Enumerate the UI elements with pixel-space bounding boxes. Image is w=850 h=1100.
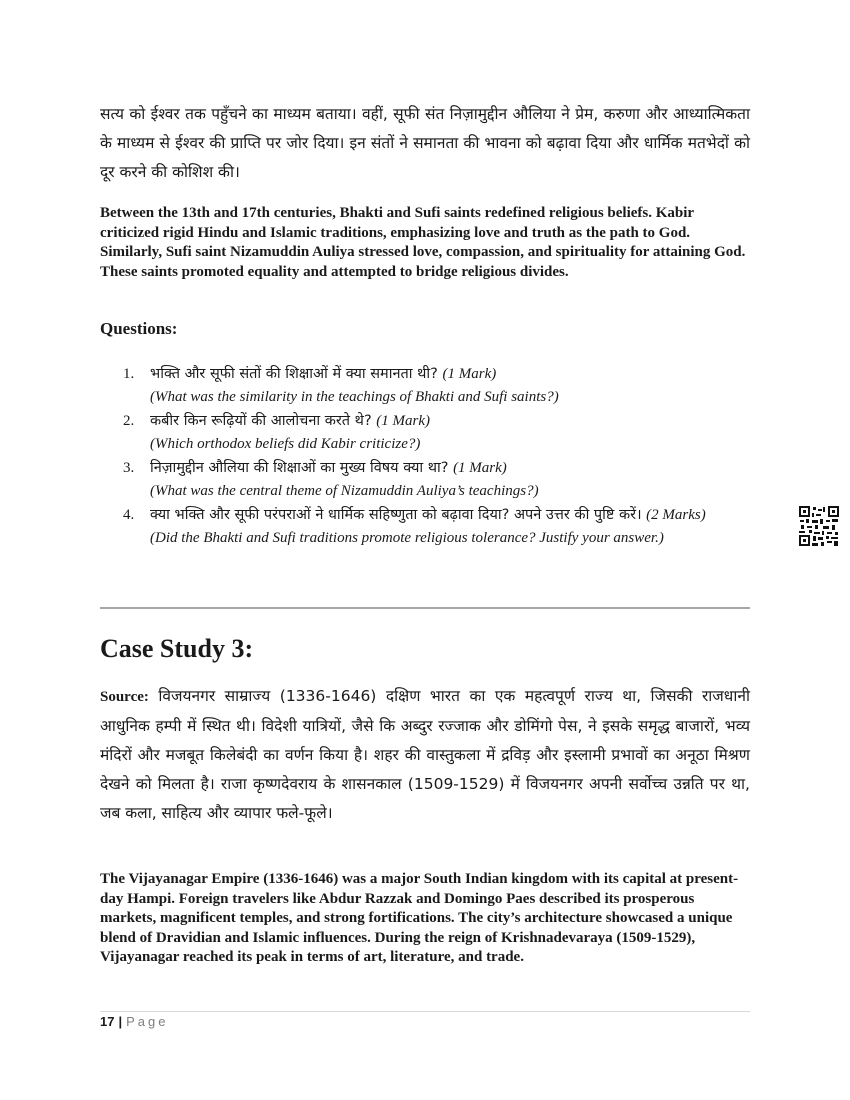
question-hindi-text: निज़ामुद्दीन औलिया की शिक्षाओं का मुख्य विषय क्या था? [150, 460, 449, 476]
question-marks: (1 Mark) [376, 413, 430, 429]
question-item [123, 409, 753, 455]
question-marks: (2 Marks) [646, 507, 706, 523]
question-marks: (1 Mark) [442, 366, 497, 382]
case-study-english-paragraph: The Vijayanagar Empire (1336-1646) was a major South Indian kingdom with its capital at present-day Hampi. Foreign travelers like Abdur Razzak and Domingo Paes described its prosperous markets, magnificent temples, and strong fortifications. The city’s architecture showcased a unique blend of Dravidian and Islamic influences. During the reign of Krishnadevaraya (1509-1529), Vijayanagar reached its peak in terms of art, literature, and trade. [100, 871, 739, 965]
page-number: 17 [100, 1014, 115, 1029]
question-number: 4. [123, 507, 135, 523]
case-study-title: Case Study 3: [100, 634, 254, 663]
source-hindi-text: विजयनगर साम्राज्य (1336-1646) दक्षिण भारत का एक महत्वपूर्ण राज्य था, जिसकी राजधानी आधुनिक हम्पी में स्थित थी। विदेशी यात्रियों, जैसे कि अब्दुर रज्जाक और डोमिंगो पेस, ने इसके समृद्ध बाजारों, भव्य मंदिरों और मजबूत किलेबंदी का वर्णन किया है। शहर की वास्तुकला में द्रविड़ और इस्लामी प्रभावों का अनूठा मिश्रण देखने को मिलता है। राजा कृष्णदेवराय के शासनकाल (1509-1529) में विजयनगर अपनी सर्वोच्च उन्नति पर था, जब कला, साहित्य और व्यापार फले-फूले। [100, 687, 750, 822]
question-hindi [150, 456, 753, 480]
question-english: (Did the Bhakti and Sufi traditions promote religious tolerance? Justify your answer.) [150, 530, 664, 546]
footer-divider [100, 1011, 750, 1012]
question-hindi-text: कबीर किन रूढ़ियों की आलोचना करते थे? [150, 413, 372, 429]
intro-hindi-paragraph: सत्य को ईश्वर तक पहुँचने का माध्यम बताया। वहीं, सूफी संत निज़ामुद्दीन औलिया ने प्रेम, करुणा और आध्यात्मिकता के माध्यम से ईश्वर की प्राप्ति पर जोर दिया। इन संतों ने समानता की भावना को बढ़ावा दिया और धार्मिक मतभेदों को दूर करने की कोशिश की। [100, 105, 750, 181]
page-label: Page [126, 1014, 169, 1029]
section-divider [100, 607, 750, 609]
question-hindi-text: भक्ति और सूफी संतों की शिक्षाओं में क्या समानता थी? [150, 366, 438, 382]
question-english: (What was the similarity in the teachings of Bhakti and Sufi saints?) [150, 389, 559, 405]
question-english: (Which orthodox beliefs did Kabir criticize?) [150, 436, 421, 452]
intro-english-paragraph: Between the 13th and 17th centuries, Bhakti and Sufi saints redefined religious beliefs. Kabir criticized rigid Hindu and Islamic traditions, emphasizing love and truth as the path to God. Similarly, Sufi saint Nizamuddin Auliya stressed love, compassion, and spirituality for attaining God. These saints promoted equality and attempted to bridge religious divides. [100, 205, 746, 280]
qr-code-icon[interactable] [799, 506, 839, 546]
page-footer [100, 1014, 168, 1029]
question-number: 1. [123, 366, 135, 382]
case-study-source-paragraph [100, 682, 750, 828]
question-hindi [150, 503, 753, 527]
question-item [123, 503, 753, 549]
footer-separator: | [118, 1014, 123, 1029]
question-hindi [150, 362, 753, 386]
question-english: (What was the central theme of Nizamuddin Auliya’s teachings?) [150, 483, 539, 499]
questions-heading: Questions: [100, 319, 178, 338]
question-hindi-text: क्या भक्ति और सूफी परंपराओं ने धार्मिक सहिष्णुता को बढ़ावा दिया? अपने उत्तर की पुष्टि करें। [150, 507, 642, 523]
question-item [123, 456, 753, 502]
question-marks: (1 Mark) [453, 460, 507, 476]
question-number: 3. [123, 460, 135, 476]
question-item [123, 362, 753, 408]
question-number: 2. [123, 413, 135, 429]
question-hindi [150, 409, 753, 433]
source-label: Source: [100, 689, 149, 705]
